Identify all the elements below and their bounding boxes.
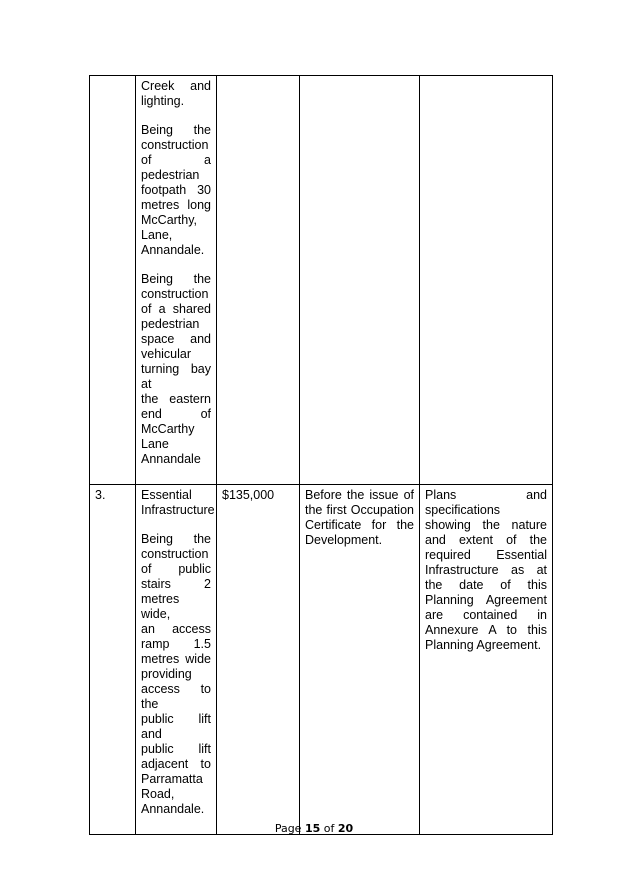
description-line: Lane	[141, 437, 169, 451]
description-line: Essential	[141, 488, 192, 502]
footer-prefix: Page	[274, 822, 305, 835]
amount-cell	[217, 76, 300, 485]
description-line: Infrastructure	[141, 503, 215, 517]
description-line: Lane,	[141, 228, 173, 242]
description-line: ramp 1.5	[141, 637, 211, 651]
description-line: adjacent to	[141, 757, 211, 771]
description-line: construction	[141, 287, 209, 301]
notes-text: Plans and specifications showing the nature and extent of the required Essential Infrastructure as at the date of this Planning Agreement are contained in Annexure A to this Planning Agreement.	[425, 488, 547, 652]
description-line: of public	[141, 562, 211, 576]
description-line: the eastern	[141, 392, 211, 406]
description-line: Annandale.	[141, 802, 205, 816]
footer-of: of	[320, 822, 338, 835]
notes-cell	[420, 485, 553, 835]
description-paragraph	[141, 272, 211, 467]
description-line: McCarthy	[141, 422, 195, 436]
description-line: Being the	[141, 272, 211, 286]
amount-cell	[217, 485, 300, 835]
description-paragraph	[141, 532, 211, 817]
item-number: 3.	[95, 488, 106, 502]
contributions-table	[89, 75, 553, 835]
description-line: Annandale	[141, 452, 201, 466]
description-line: Creek and	[141, 79, 211, 93]
description-paragraph	[141, 488, 215, 518]
timing-text: Before the issue of the first Occupation Certificate for the Development.	[305, 488, 414, 547]
description-line: public lift	[141, 742, 211, 756]
description-line: pedestrian	[141, 317, 200, 331]
description-line: Being the	[141, 532, 211, 546]
description-cell	[136, 485, 217, 835]
description-line: McCarthy,	[141, 213, 198, 227]
description-paragraph	[141, 123, 211, 258]
description-line: Road,	[141, 787, 175, 801]
amount-value: $135,000	[222, 488, 275, 502]
description-line: providing	[141, 667, 192, 681]
timing-cell	[300, 485, 420, 835]
description-line: construction	[141, 138, 209, 152]
description-line: an access	[141, 622, 211, 636]
table-row	[90, 76, 553, 485]
description-line: public lift and	[141, 712, 211, 741]
description-line: metres wide	[141, 652, 211, 666]
description-line: access to the	[141, 682, 211, 711]
item-number-cell	[90, 76, 136, 485]
timing-cell	[300, 76, 420, 485]
description-line: footpath 30	[141, 183, 211, 197]
item-number-cell	[90, 485, 136, 835]
table-row	[90, 485, 553, 835]
description-line: construction	[141, 547, 209, 561]
notes-cell	[420, 76, 553, 485]
description-paragraph	[141, 79, 211, 109]
page-footer	[0, 822, 628, 835]
description-line: lighting.	[141, 94, 185, 108]
current-page: 15	[304, 822, 321, 835]
description-line: of a shared	[141, 302, 211, 316]
description-line: metres wide,	[141, 592, 180, 621]
description-line: of a	[141, 153, 211, 167]
description-line: end of	[141, 407, 211, 421]
description-line: pedestrian	[141, 168, 200, 182]
description-line: turning bay at	[141, 362, 211, 391]
description-line: metres long	[141, 198, 211, 212]
description-line: stairs 2	[141, 577, 211, 591]
description-line: Being the	[141, 123, 211, 137]
description-line: Parramatta	[141, 772, 203, 786]
description-line: Annandale.	[141, 243, 205, 257]
description-line: vehicular	[141, 347, 192, 361]
description-cell	[136, 76, 217, 485]
total-pages: 20	[337, 822, 354, 835]
description-line: space and	[141, 332, 211, 346]
